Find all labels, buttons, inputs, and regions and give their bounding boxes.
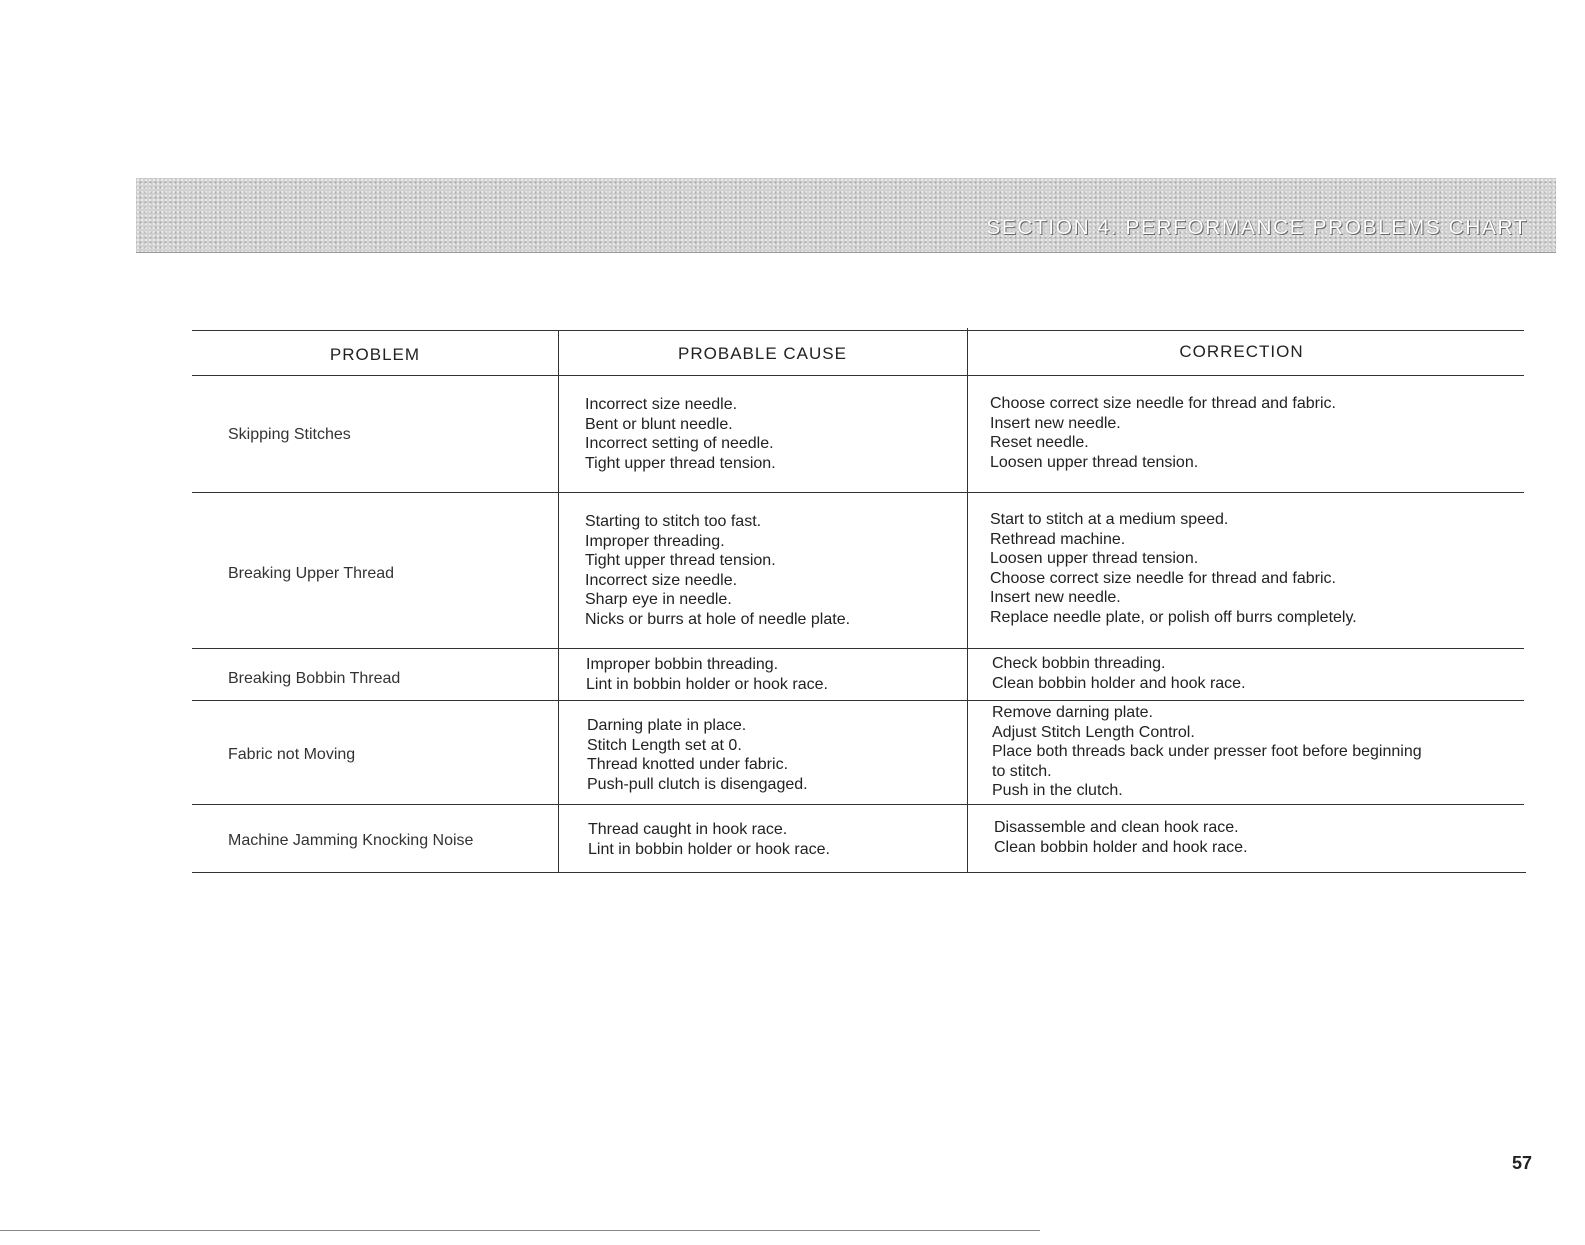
correction-line: Choose correct size needle for thread and fabric. <box>990 395 1336 412</box>
correction-line: Rethread machine. <box>990 530 1126 548</box>
cause-line: Bent or blunt needle. <box>585 415 733 433</box>
problem-cell: Breaking Upper Thread <box>228 565 395 582</box>
header-correction: CORRECTION <box>1179 342 1304 361</box>
column-divider <box>967 328 968 872</box>
cause-line: Thread caught in hook race. <box>588 821 788 838</box>
correction-list <box>992 703 1422 801</box>
correction-line: Disassemble and clean hook race. <box>994 819 1239 836</box>
cause-list <box>585 395 776 473</box>
correction-line: to stitch. <box>992 762 1052 780</box>
correction-line: Loosen upper thread tension. <box>990 453 1199 471</box>
correction-line: Reset needle. <box>990 434 1089 452</box>
header-problem: PROBLEM <box>329 345 421 364</box>
cause-line: Nicks or burrs at hole of needle plate. <box>585 610 851 628</box>
correction-line: Push in the clutch. <box>992 782 1123 800</box>
correction-line: Remove darning plate. <box>992 704 1153 721</box>
cause-line: Starting to stitch too fast. <box>585 513 762 530</box>
correction-line: Start to stitch at a medium speed. <box>990 511 1229 528</box>
cause-line: Improper bobbin threading. <box>586 656 779 673</box>
correction-line: Replace needle plate, or polish off burrs completely. <box>990 608 1357 626</box>
cause-list <box>586 655 828 694</box>
row-divider <box>192 804 1524 805</box>
table-top-rule <box>192 330 1524 331</box>
correction-line: Adjust Stitch Length Control. <box>992 723 1195 741</box>
correction-line: Insert new needle. <box>990 589 1121 607</box>
cause-line: Tight upper thread tension. <box>585 552 776 570</box>
cause-line: Improper threading. <box>585 532 725 550</box>
cause-line: Incorrect size needle. <box>585 396 738 413</box>
column-divider <box>558 330 559 872</box>
header-bottom-rule <box>192 375 1524 376</box>
problem-cell: Machine Jamming Knocking Noise <box>228 832 474 849</box>
cause-line: Push-pull clutch is disengaged. <box>587 775 808 793</box>
section-header-band <box>136 178 1556 253</box>
problem-cell: Skipping Stitches <box>228 426 351 443</box>
cause-list <box>587 716 808 794</box>
row-divider <box>192 648 1524 649</box>
cause-line: Lint in bobbin holder or hook race. <box>586 675 828 693</box>
correction-line: Check bobbin threading. <box>992 655 1166 672</box>
row-divider <box>192 492 1524 493</box>
cause-line: Thread knotted under fabric. <box>587 756 789 774</box>
cause-line: Sharp eye in needle. <box>585 591 732 609</box>
section-title: SECTION 4. PERFORMANCE PROBLEMS CHART <box>986 216 1528 239</box>
cause-line: Tight upper thread tension. <box>585 454 776 472</box>
correction-line: Place both threads back under presser foot before beginning <box>992 743 1422 761</box>
cause-line: Incorrect setting of needle. <box>585 435 774 453</box>
cause-line: Lint in bobbin holder or hook race. <box>588 840 830 858</box>
cause-list <box>585 512 850 630</box>
cause-line: Incorrect size needle. <box>585 571 738 589</box>
cause-line: Stitch Length set at 0. <box>587 736 742 754</box>
cause-list <box>588 820 830 859</box>
correction-list <box>992 654 1246 693</box>
page-number: 57 <box>1512 1153 1533 1173</box>
page-bottom-edge <box>0 1230 1040 1231</box>
correction-list <box>994 818 1248 857</box>
correction-line: Insert new needle. <box>990 414 1121 432</box>
correction-list <box>990 510 1357 628</box>
correction-list <box>990 394 1336 472</box>
problem-cell: Breaking Bobbin Thread <box>228 670 401 687</box>
correction-line: Choose correct size needle for thread and fabric. <box>990 569 1336 587</box>
correction-line: Clean bobbin holder and hook race. <box>992 674 1246 692</box>
cause-line: Darning plate in place. <box>587 717 747 734</box>
problem-cell: Fabric not Moving <box>228 746 356 763</box>
header-probable-cause: PROBABLE CAUSE <box>678 344 847 363</box>
row-divider <box>192 700 1524 701</box>
table-bottom-rule <box>192 872 1526 873</box>
correction-line: Loosen upper thread tension. <box>990 550 1199 568</box>
correction-line: Clean bobbin holder and hook race. <box>994 838 1248 856</box>
